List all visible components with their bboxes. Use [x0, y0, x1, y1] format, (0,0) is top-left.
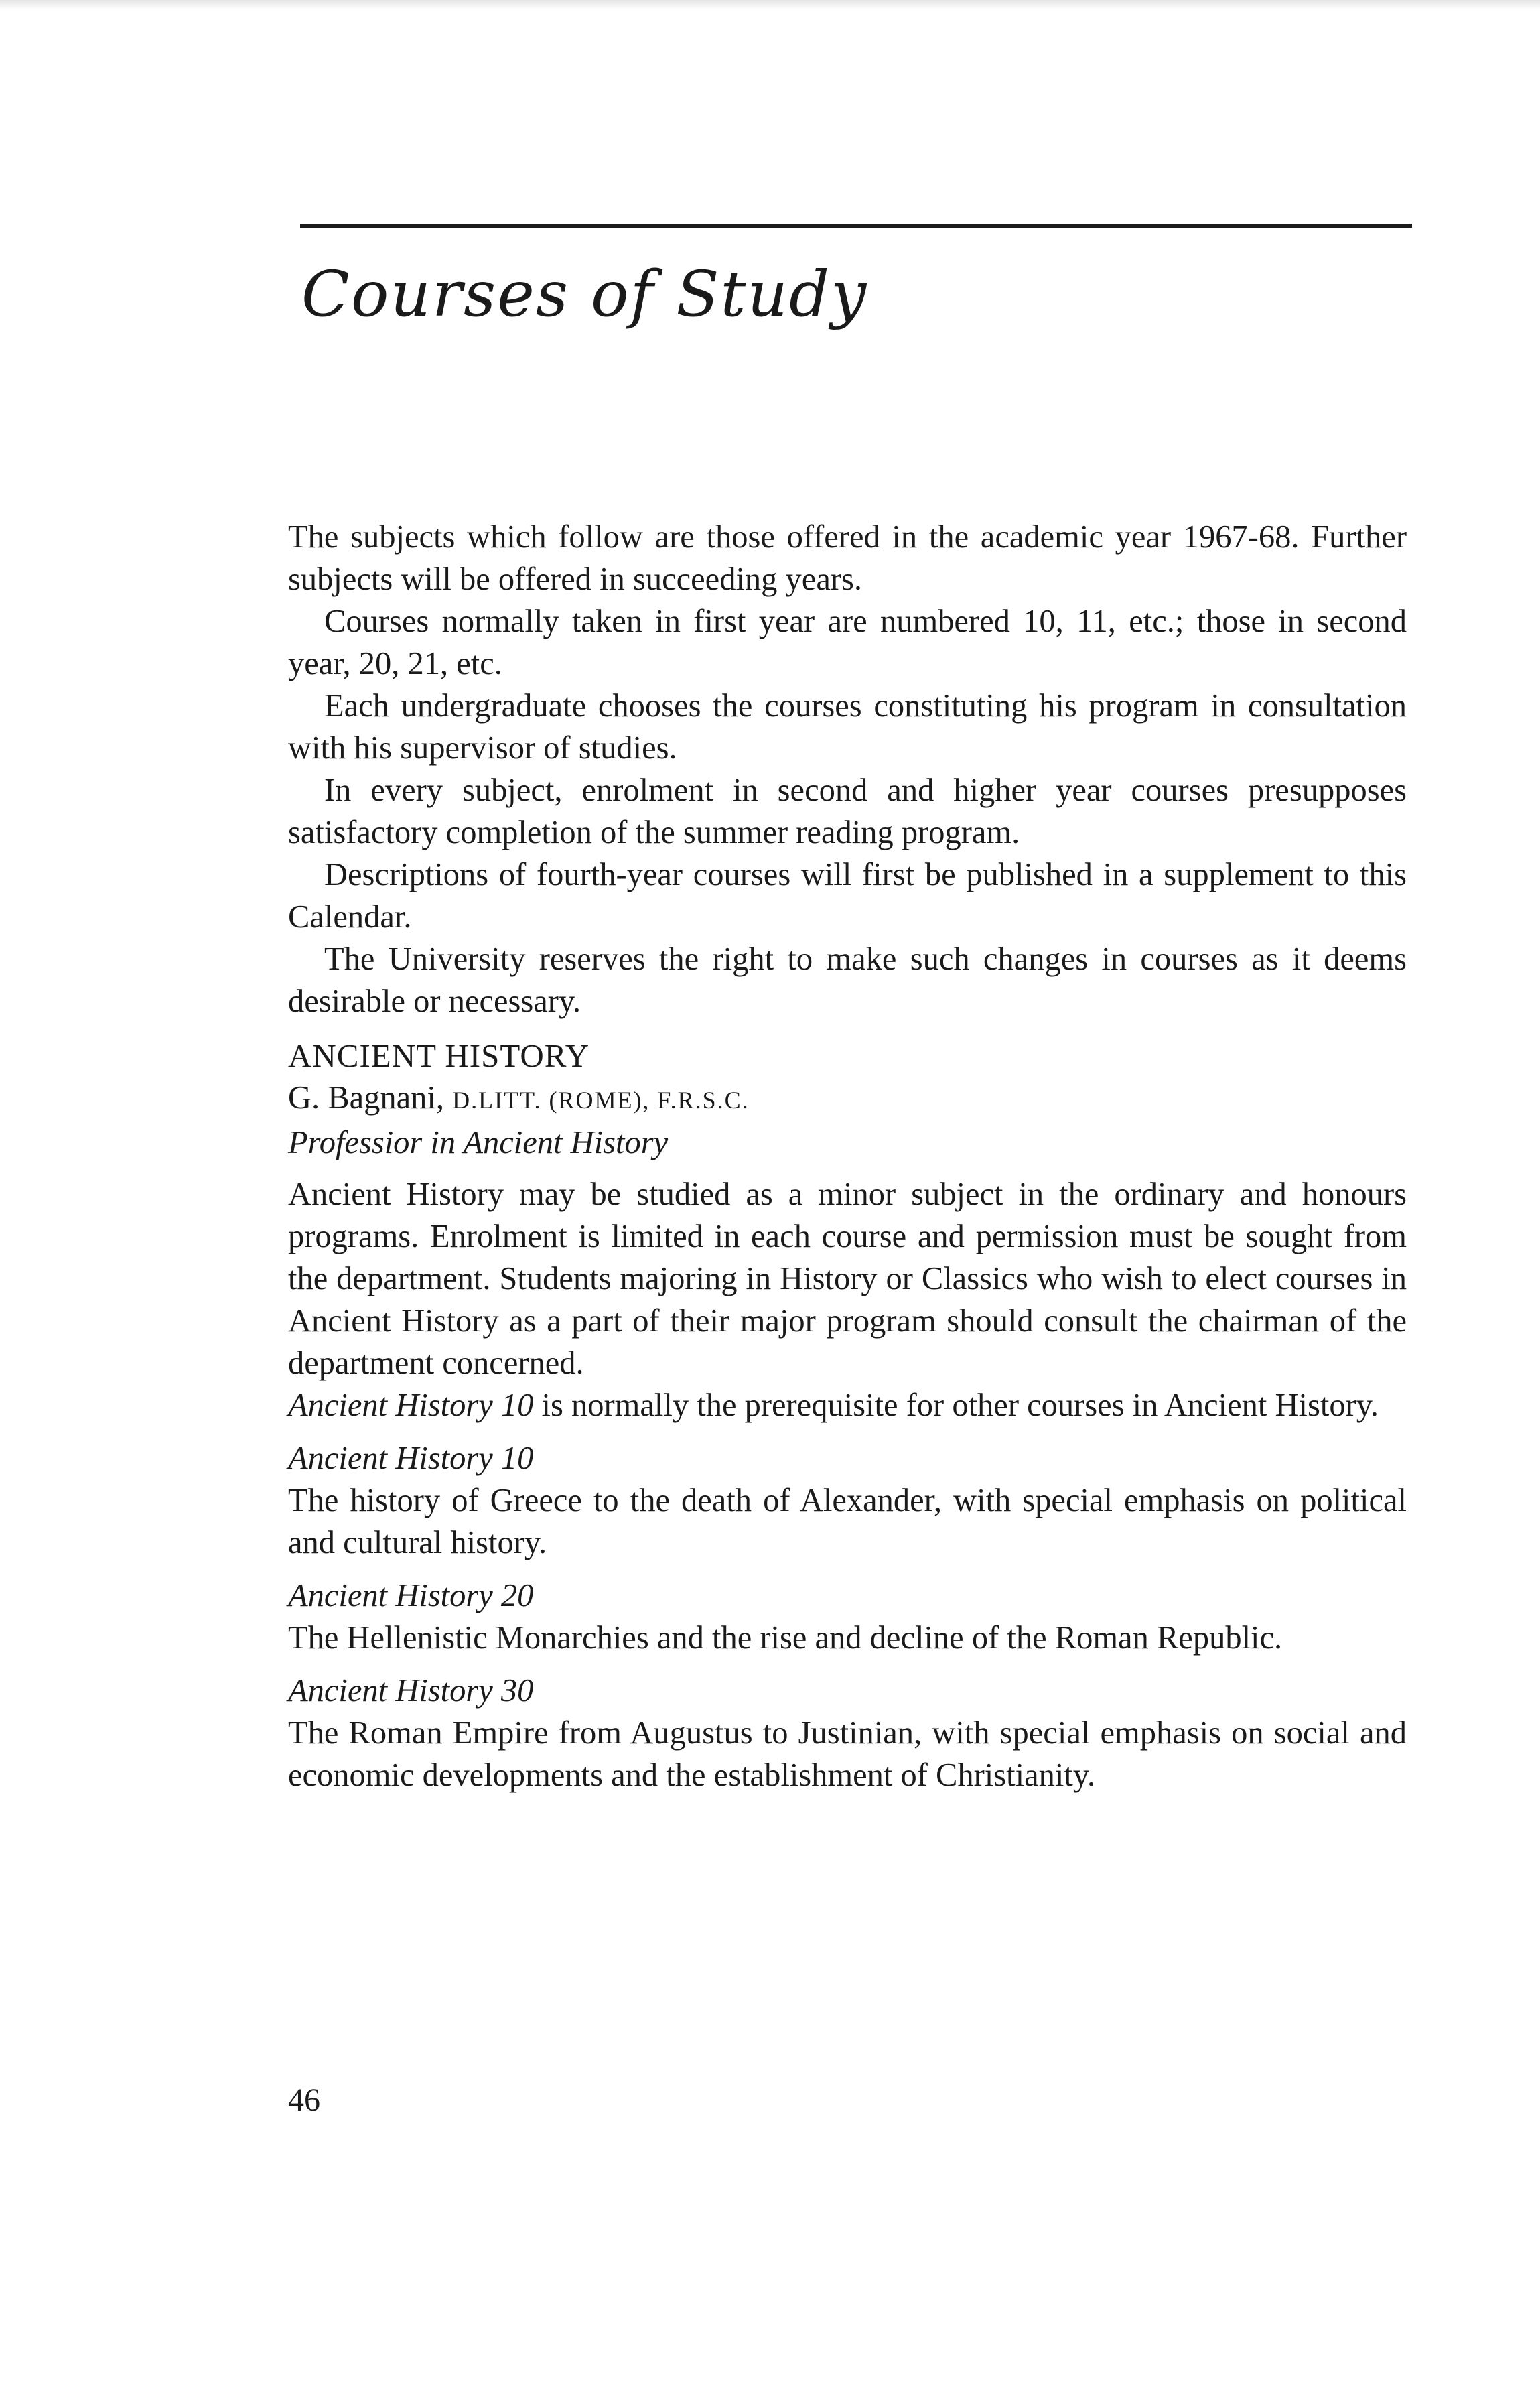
faculty-name: G. Bagnani, [288, 1080, 445, 1116]
course-description: The Roman Empire from Augustus to Justinian, with special emphasis on social and economic developments and the establishment of Christianity. [288, 1715, 1407, 1793]
department-description: Ancient History may be studied as a minor subject in the ordinary and honours programs. Enrolment is limited in each course and permission must be sought from the department. Students majoring in History or Classics who wish to elect courses in Ancient History as a part of their major program should consult the chairman of the department concerned. [288, 1177, 1407, 1381]
prerequisite-text: is normally the prerequisite for other courses in Ancient History. [541, 1388, 1379, 1423]
prerequisite-course: Ancient History 10 [288, 1388, 534, 1423]
intro-paragraph: In every subject, enrolment in second and higher year courses presupposes satisfactory completion of the summer reading program. [288, 773, 1407, 850]
intro-paragraph: The subjects which follow are those offered in the academic year 1967-68. Further subjects will be offered in succeeding years. [288, 519, 1407, 597]
intro-section [288, 516, 1407, 1022]
intro-paragraph: Descriptions of fourth-year courses will first be published in a supplement to this Calendar. [288, 857, 1407, 935]
intro-paragraph: The University reserves the right to make such changes in courses as it deems desirable or necessary. [288, 941, 1407, 1019]
page-title: Courses of Study [301, 258, 868, 331]
faculty-degrees: D.LITT. (ROME), F.R.S.C. [452, 1087, 750, 1114]
prerequisite-note [288, 1384, 1407, 1426]
intro-paragraph: Each undergraduate chooses the courses constituting his program in consultation with his supervisor of studies. [288, 688, 1407, 766]
course-name: Ancient History 20 [288, 1578, 534, 1613]
course-name: Ancient History 10 [288, 1441, 534, 1476]
department-heading: ANCIENT HISTORY [288, 1037, 590, 1074]
intro-paragraph: Courses normally taken in first year are numbered 10, 11, etc.; those in second year, 20, 21, etc. [288, 604, 1407, 681]
page-body [288, 516, 1407, 1796]
page-number: 46 [288, 2082, 320, 2118]
calendar-page [281, 0, 1413, 2406]
title-rule [300, 224, 1412, 228]
course-name: Ancient History 30 [288, 1673, 534, 1709]
faculty-line [288, 1077, 1407, 1122]
course-description: The Hellenistic Monarchies and the rise and decline of the Roman Republic. [288, 1620, 1283, 1656]
faculty-title: Professior in Ancient History [288, 1125, 669, 1160]
course-description: The history of Greece to the death of Alexander, with special emphasis on political and cultural history. [288, 1483, 1407, 1560]
